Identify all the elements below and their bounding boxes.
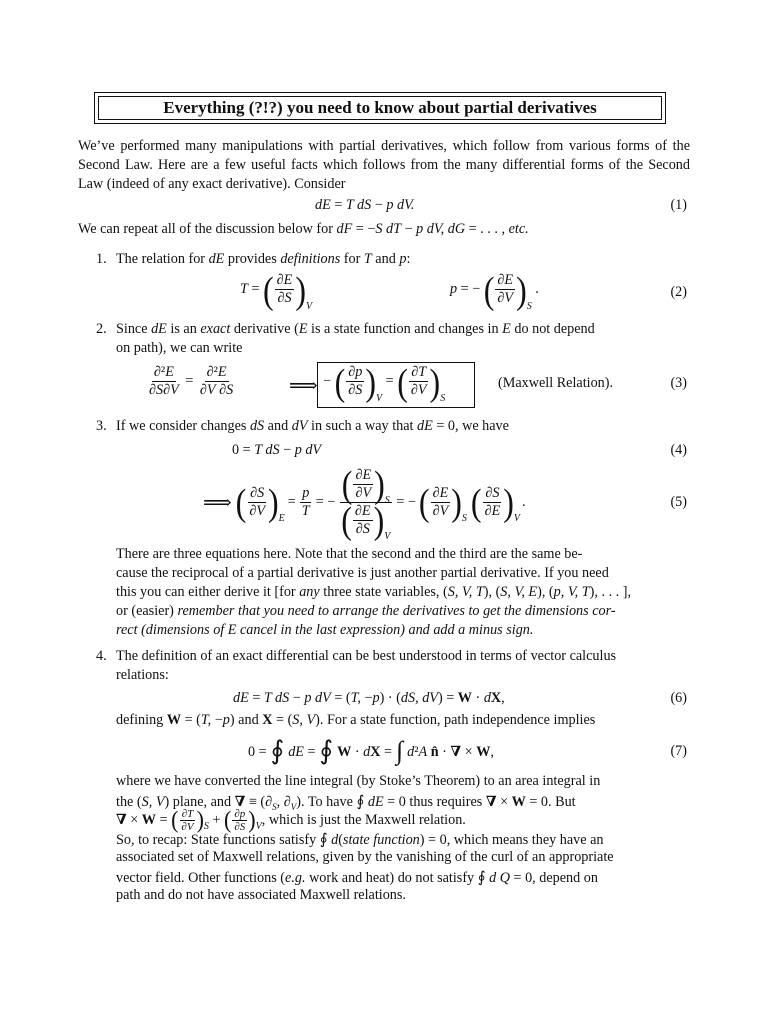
- equation-2-number: (2): [670, 284, 687, 300]
- item-2-line-1: Since dE is an exact derivative (E is a state function and changes in E do not depend: [116, 321, 595, 337]
- item-2-number: 2.: [96, 321, 107, 337]
- intro-paragraph: We’ve performed many manipulations with partial derivatives, which follow from various forms of the Second Law. Here are a few useful facts which follows from the many differential forms of the Second Law (indeed of any exact derivative). Consider: [78, 138, 690, 192]
- item-4-definition-line: defining W = (T, −p) and X = (S, V). For a state function, path independence implies: [116, 712, 596, 728]
- equation-4: 0 = T dS − p dV: [232, 442, 322, 458]
- maxwell-label: (Maxwell Relation).: [498, 375, 614, 391]
- repeat-line: We can repeat all of the discussion below for dF = −S dT − p dV, dG = . . . , etc.: [78, 221, 529, 237]
- item-3-paragraph-line-3: this you can either derive it [for any three state variables, (S, V, T), (S, V, E), (p, V, T), . . . ],: [116, 584, 632, 600]
- maxwell-relation: − ( $\frac{\partial p}{\partial S}$ )$_V$ = ( $\frac{\partial T}{\partial V}$ )$_S$: [323, 359, 446, 404]
- item-3-paragraph-line-2: cause the reciprocal of a partial derivative is just another partial derivative. If you need: [116, 565, 609, 581]
- item-3-number: 3.: [96, 418, 107, 434]
- item-4-line-1: The definition of an exact differential can be best understood in terms of vector calculus: [116, 648, 617, 664]
- equation-1: dE = T dS − p dV.: [315, 197, 415, 213]
- implies-arrow: ⟹: [289, 375, 318, 397]
- equation-3-mixed-partials: $\frac{\text{∂²E}}{\partial S\partial V}$ = $\frac{\text{∂²E}}{\partial V \partial S}$: [149, 364, 234, 398]
- item-1-text: The relation for dE provides definitions for T and p:: [116, 251, 411, 267]
- item-1-number: 1.: [96, 251, 107, 267]
- item-4-where-line-3: ∇ × W = ( $\frac{\partial T}{\partial V}$ ) S + ( $\frac{\partial p}{\partial S}$ ) V , which is just the Maxwell relation.: [116, 805, 466, 834]
- equation-3-number: (3): [670, 375, 687, 391]
- equation-2a: T = ( $\frac{\partial E}{\partial S}$ )$_V$: [240, 267, 313, 312]
- item-3-paragraph-line-1: There are three equations here. Note that the second and the third are the same be-: [116, 546, 583, 562]
- item-4-where-line-1: where we have converted the line integral (by Stoke’s Theorem) to an area integral in: [116, 773, 601, 789]
- equation-7: 0 = ∮ dE = ∮ W · d X = ∫ d ² A n̂ · ∇ × W ,: [248, 736, 494, 765]
- equation-6-number: (6): [670, 690, 687, 706]
- equation-5-number: (5): [670, 494, 687, 510]
- recap-line-3: vector field. Other functions (e.g. work and heat) do not satisfy ∮ d Q = 0, depend on: [116, 870, 598, 886]
- equation-5: ⟹ ( $\frac{\partial S}{\partial V}$ ) E = $\frac{p}{T}$ = − ( $\frac{\partial E}{\partial V}$ )$_S$ ( $\frac{\partial E}{\partial S}$ )$_V$ = − ( $\frac{\partial E}{\partial V}$ ) S ( $\frac{\partial S}{\partial E}$ ) V .: [203, 462, 526, 543]
- equation-2b: p = − ( $\frac{\partial E}{\partial V}$ )$_S$ .: [450, 267, 539, 312]
- item-3-paragraph-line-4: or (easier) remember that you need to arrange the derivatives to get the dimensions cor-: [116, 603, 616, 619]
- item-2-line-2: on path), we can write: [116, 340, 243, 356]
- title-box: [94, 92, 666, 124]
- equation-1-number: (1): [670, 197, 687, 213]
- item-4-line-2: relations:: [116, 667, 169, 683]
- equation-4-number: (4): [670, 442, 687, 458]
- equation-7-number: (7): [670, 743, 687, 759]
- item-3-line-1: If we consider changes dS and dV in such a way that dE = 0, we have: [116, 418, 509, 434]
- item-3-paragraph-line-5: rect (dimensions of E cancel in the last expression) and add a minus sign.: [116, 622, 534, 638]
- equation-6: dE = T dS − p dV = (T, −p) · (dS, dV) = W · dX,: [233, 690, 505, 706]
- item-4-where-line-2: the (S, V) plane, and ∇ ≡ ($\partial_S$, $\partial_V$). To have ∮ dE = 0 thus requires ∇ × W = 0. But: [116, 794, 576, 812]
- recap-line-2: associated set of Maxwell relations, given by the vanishing of the curl of an appropriate: [116, 849, 614, 865]
- page-title: Everything (?!?) you need to know about partial derivatives: [98, 96, 662, 120]
- item-4-number: 4.: [96, 648, 107, 664]
- recap-line-4: path and do not have associated Maxwell relations.: [116, 887, 406, 903]
- recap-line-1: So, to recap: State functions satisfy ∮ d(state function) = 0, which means they have an: [116, 832, 604, 848]
